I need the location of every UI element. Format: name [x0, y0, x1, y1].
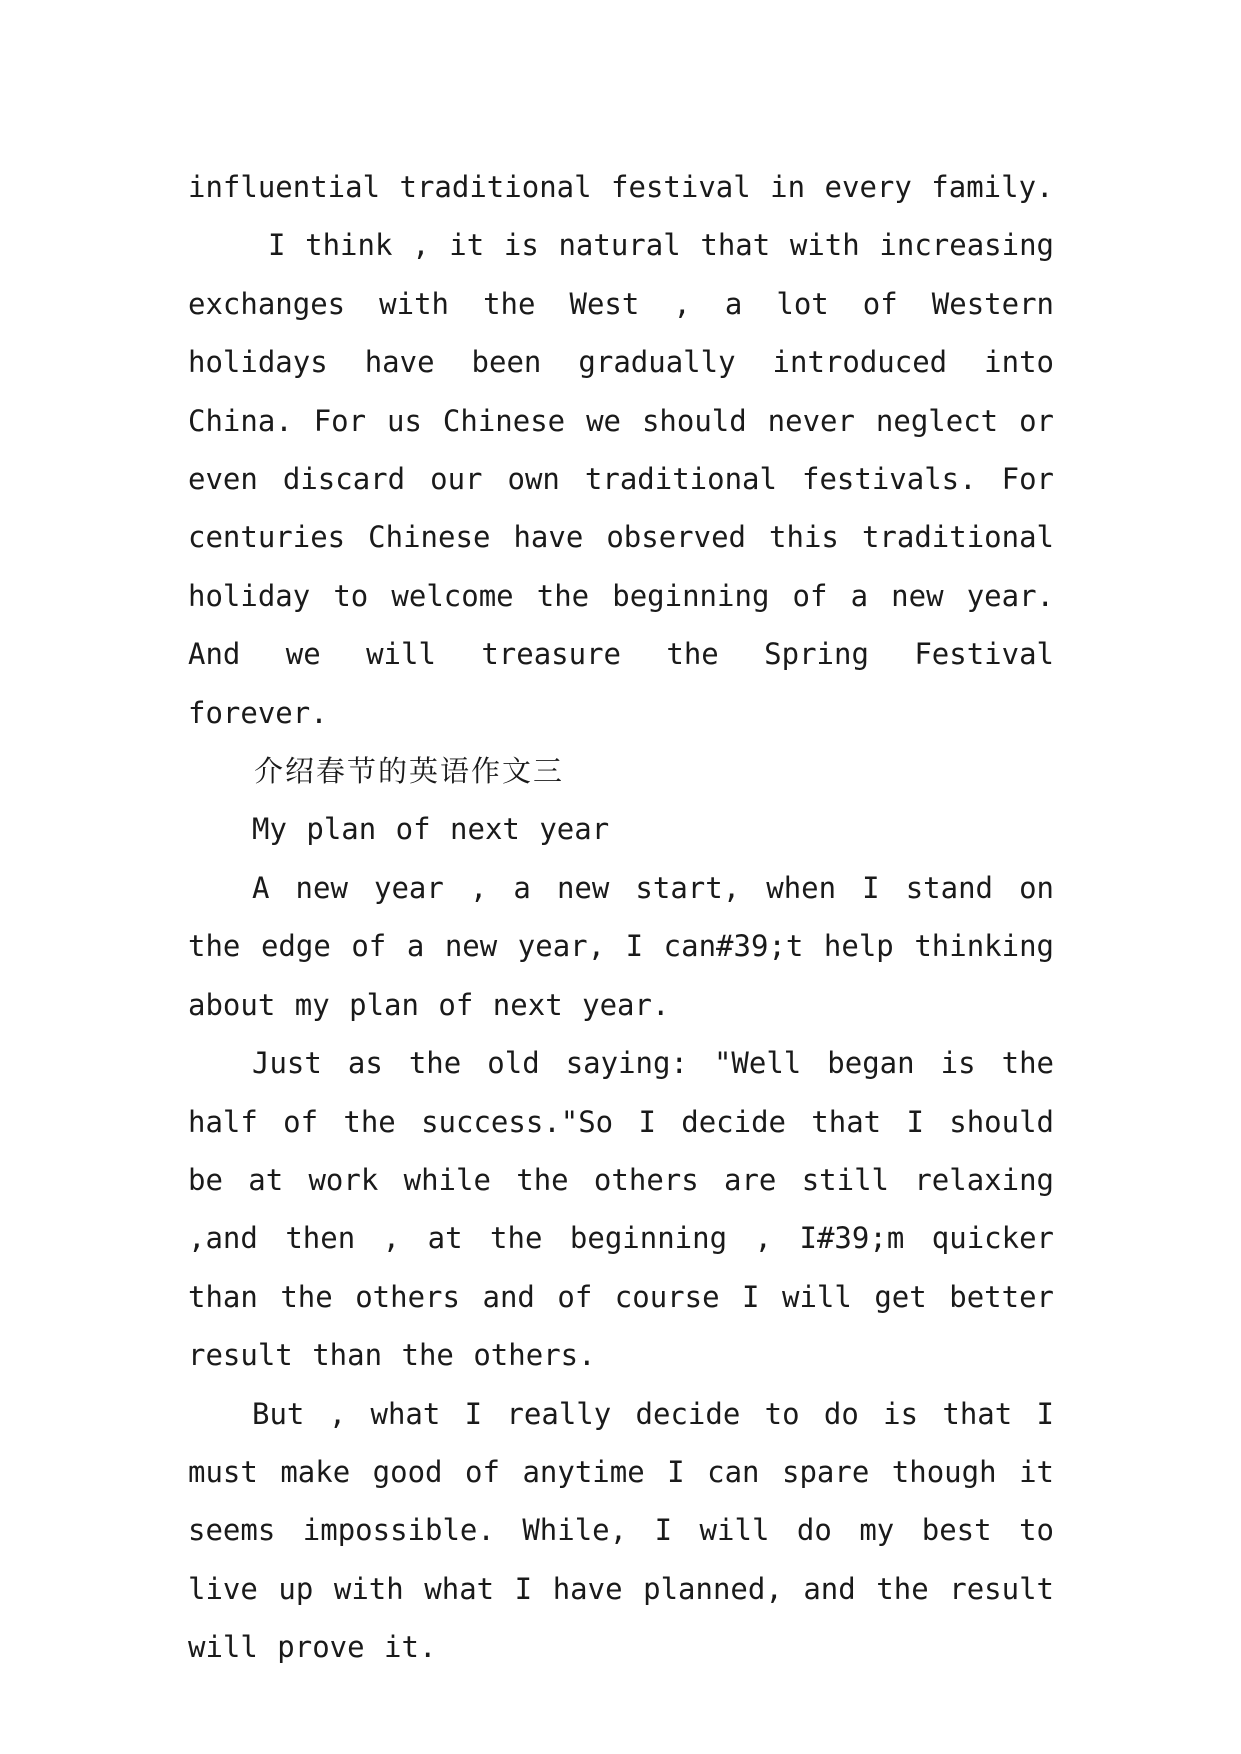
essay-title: My plan of next year	[252, 812, 610, 847]
document-body	[188, 158, 1054, 1677]
paragraph-decision: But , what I really decide to do is that I must make good of anytime I can spare though it seems impossible. While, I will do my best to live up with what I have planned, and the result will prove it.	[188, 1396, 1054, 1665]
paragraph-western-holidays: I think , it is natural that with increasing exchanges with the West , a lot of Western holidays have been gradually introduced into China. For us Chinese we should never neglect or even discard our own traditional festivals. For centuries Chinese have observed this traditional holiday to welcome the beginning of a new year. And we will treasure the Spring Festival forever.	[188, 228, 1054, 730]
paragraph-continuation: influential traditional festival in every family.	[188, 170, 1054, 204]
paragraph-old-saying: Just as the old saying: "Well began is the half of the success."So I decide that I should be at work while the others are still relaxing ,and then , at the beginning , I#39;m quicker than the others and of course I will get better result than the others.	[188, 1046, 1054, 1373]
paragraph-new-year: A new year , a new start, when I stand on the edge of a new year, I can#39;t help thinking about my plan of next year.	[188, 870, 1054, 1022]
section-heading-chinese: 介绍春节的英语作文三	[254, 754, 565, 789]
